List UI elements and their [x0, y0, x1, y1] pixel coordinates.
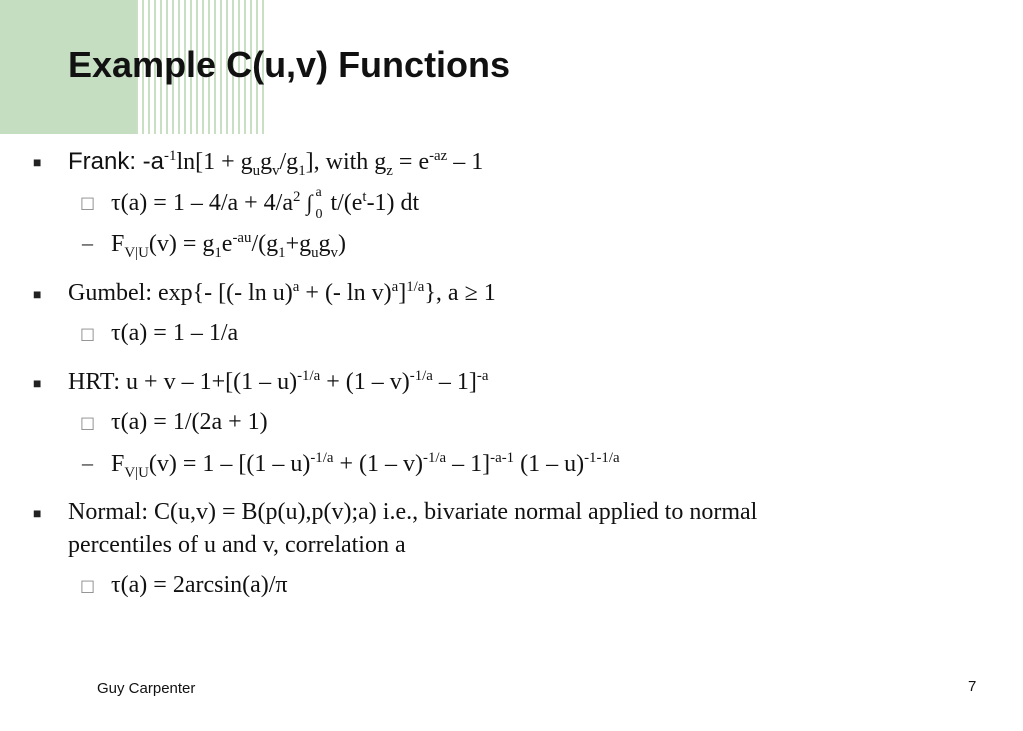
frank-f-sub: u [311, 244, 319, 261]
bullet-marker: ■ [33, 377, 42, 392]
slide-title: Example C(u,v) Functions [68, 44, 511, 85]
frank-f-text: +g [285, 231, 312, 257]
hrt-text: – 1] [432, 369, 477, 395]
sub-bullet-dash-marker: – [82, 230, 93, 255]
hrt-f-text: + (1 – v) [333, 451, 423, 477]
hrt-text: HRT: u + v – 1+[(1 – u) [68, 369, 298, 395]
hrt-tau-line: τ(a) = 1/(2a + 1) [111, 409, 268, 435]
frank-tau-line [111, 185, 420, 222]
gumbel-line [68, 279, 496, 307]
hrt-f-text: (1 – u) [514, 451, 585, 477]
frank-f-text: /(g [251, 231, 279, 257]
sub-bullet-box-marker: □ [80, 413, 96, 432]
frank-text: ], with g [305, 149, 387, 175]
gumbel-tau-line: τ(a) = 1 – 1/a [111, 320, 239, 346]
hrt-exp: -1/a [409, 368, 433, 384]
frank-tau-exp: 2 [293, 189, 301, 205]
frank-tau-text: -1) dt [366, 190, 420, 216]
frank-f-text: e [221, 231, 233, 257]
normal-line-2: percentiles of u and v, correlation a [68, 532, 406, 558]
gumbel-text: Gumbel: exp{- [(- ln u) [68, 280, 293, 306]
hrt-conditional-line [111, 450, 620, 481]
integral-upper-limit: a [315, 185, 322, 200]
hrt-f-text: (v) = 1 – [(1 – u) [148, 451, 311, 477]
hrt-line [68, 368, 488, 396]
page-number: 7 [968, 678, 977, 695]
footer-author: Guy Carpenter [97, 680, 196, 697]
normal-line-1: Normal: C(u,v) = B(p(u),p(v);a) i.e., bivariate normal applied to normal [68, 499, 758, 525]
hrt-f-text: F [111, 451, 125, 477]
frank-sub: 1 [298, 162, 306, 179]
gumbel-exp: a [391, 279, 399, 295]
gumbel-text: + (- ln v) [299, 280, 392, 306]
frank-sub: u [252, 162, 261, 179]
frank-text: /g [279, 149, 299, 175]
integral-symbol [306, 185, 324, 222]
frank-exp: -1 [164, 148, 177, 164]
frank-text: = e [392, 149, 430, 175]
frank-f-sub: V|U [124, 244, 149, 261]
frank-f-sub: v [330, 244, 338, 261]
gumbel-exp: a [292, 279, 300, 295]
hrt-exp: -1/a [297, 368, 321, 384]
frank-exp: -az [429, 148, 448, 164]
gumbel-text: ] [398, 280, 407, 306]
sub-bullet-box-marker: □ [80, 324, 96, 343]
frank-conditional-line [111, 230, 346, 261]
frank-f-text: (v) = g [148, 231, 215, 257]
hrt-f-exp: -1/a [423, 450, 447, 466]
bullet-marker: ■ [33, 156, 42, 171]
integral-lower-limit: 0 [315, 207, 323, 222]
gumbel-text: }, a ≥ 1 [424, 280, 496, 306]
gumbel-exp: 1/a [406, 279, 425, 295]
integral-sign: ∫ [306, 190, 313, 215]
frank-f-exp: -au [232, 230, 252, 246]
frank-f-sub: 1 [214, 244, 222, 261]
frank-text: g [260, 149, 273, 175]
frank-text: ln[1 + g [176, 149, 253, 175]
frank-text: – 1 [447, 149, 484, 175]
frank-f-text: ) [337, 231, 346, 257]
hrt-exp: -a [476, 368, 489, 384]
normal-tau-line: τ(a) = 2arcsin(a)/π [111, 572, 288, 598]
frank-sub: z [386, 162, 393, 179]
frank-line [68, 148, 484, 179]
bullet-marker: ■ [33, 288, 42, 303]
hrt-f-sub: V|U [124, 464, 149, 481]
frank-f-text: g [318, 231, 331, 257]
hrt-f-exp: -a-1 [490, 450, 515, 466]
hrt-f-exp: -1/a [310, 450, 334, 466]
sub-bullet-box-marker: □ [80, 576, 96, 595]
frank-tau-text: τ(a) = 1 – 4/a + 4/a [111, 190, 293, 216]
frank-label: Frank: -a [68, 148, 165, 175]
frank-tau-exp: t [362, 189, 367, 205]
sub-bullet-dash-marker: – [82, 450, 93, 475]
hrt-f-text: – 1] [446, 451, 491, 477]
frank-tau-text: t/(e [324, 190, 363, 216]
frank-f-sub: 1 [278, 244, 286, 261]
frank-f-text: F [111, 231, 125, 257]
frank-sub: v [272, 162, 280, 179]
sub-bullet-box-marker: □ [80, 193, 96, 212]
hrt-text: + (1 – v) [320, 369, 410, 395]
hrt-f-exp: -1-1/a [584, 450, 620, 466]
bullet-marker: ■ [33, 507, 42, 522]
